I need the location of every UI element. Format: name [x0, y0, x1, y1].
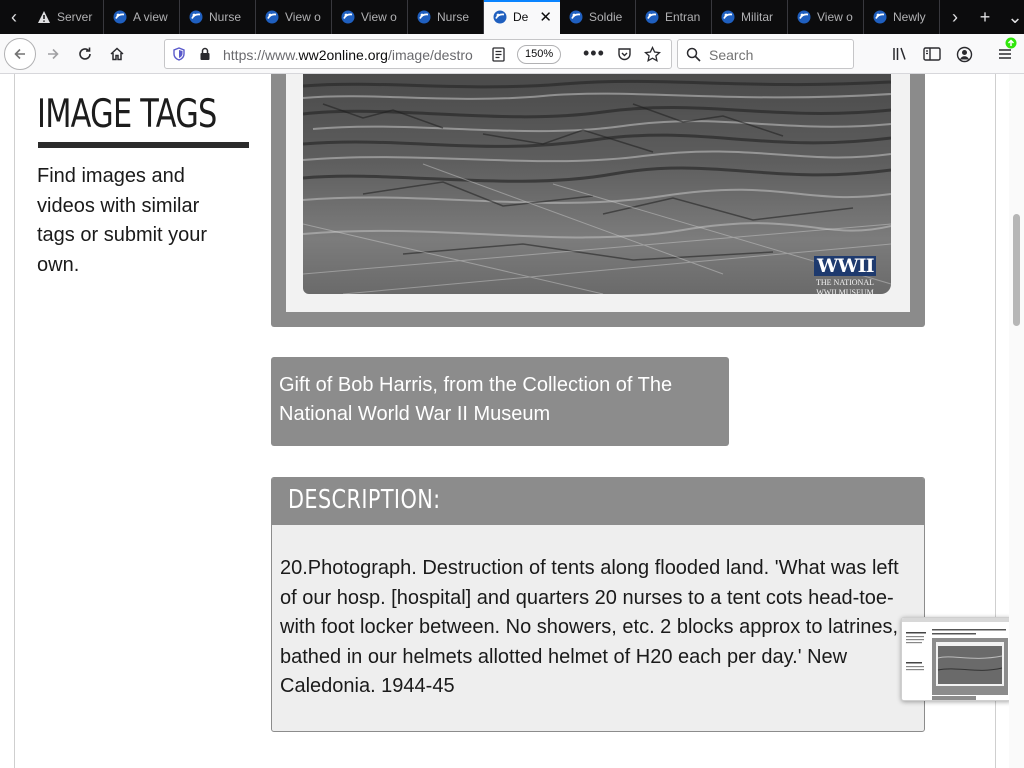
account-icon [956, 46, 973, 63]
tab[interactable] [104, 0, 180, 34]
tab[interactable] [864, 0, 940, 34]
watermark-line-2: WWII MUSEUM [816, 288, 874, 297]
tab-title: View o [285, 10, 321, 24]
page-thumbnail-preview[interactable] [901, 617, 1012, 701]
description-header [272, 478, 924, 525]
tab-title: Soldie [589, 10, 623, 24]
url-host: ww2online.org [298, 47, 388, 63]
archive-photo[interactable] [303, 74, 891, 294]
reload-button[interactable] [70, 40, 100, 68]
navigation-toolbar [0, 34, 1024, 74]
tab[interactable] [408, 0, 484, 34]
tab-title: View o [817, 10, 853, 24]
tab-active[interactable] [484, 0, 560, 34]
library-button[interactable] [886, 40, 916, 68]
tab[interactable] [560, 0, 636, 34]
page-viewport [0, 74, 1024, 768]
tab-strip [0, 0, 1024, 34]
search-field[interactable] [677, 39, 854, 69]
library-icon [892, 46, 910, 62]
tab[interactable] [636, 0, 712, 34]
home-icon [109, 46, 125, 62]
tab-title: De [513, 10, 529, 24]
url-bar[interactable] [164, 39, 672, 69]
reader-view-icon[interactable] [492, 47, 505, 62]
search-icon [686, 47, 701, 62]
scroll-tabs-right-icon[interactable]: › [952, 6, 958, 27]
site-favicon-icon [873, 10, 887, 24]
page-actions-icon[interactable]: ••• [583, 43, 605, 63]
tab[interactable] [180, 0, 256, 34]
credit-line: Gift of Bob Harris, from the Collection of The National World War II Museum [271, 357, 729, 446]
home-button[interactable] [102, 40, 132, 68]
url-prefix: https://www. [223, 47, 299, 63]
tab-title: Newly [893, 10, 926, 24]
bookmark-star-icon[interactable] [644, 46, 661, 63]
back-arrow-icon [12, 46, 28, 62]
flooded-tents-photo [303, 74, 891, 294]
wwii-logo: WWII [814, 256, 876, 276]
forward-arrow-icon [45, 46, 61, 62]
tab-list-dropdown-icon[interactable]: ⌄ [1007, 6, 1023, 27]
page-scrollbar[interactable] [1009, 74, 1024, 768]
tab-title: Server [57, 10, 93, 24]
tracking-protection-shield-icon[interactable] [172, 47, 186, 61]
thumbnail-image [902, 618, 1012, 701]
photo-frame [271, 74, 925, 327]
watermark-line-1: THE NATIONAL [816, 278, 874, 287]
image-tags-description: Find images and videos with similar tags or submit your own. [37, 165, 208, 276]
site-favicon-icon [721, 10, 735, 24]
site-favicon-icon [113, 10, 127, 24]
site-favicon-icon [569, 10, 583, 24]
site-favicon-icon [265, 10, 279, 24]
tab[interactable] [28, 0, 104, 34]
tab-title: Nurse [437, 10, 470, 24]
close-tab-icon[interactable]: ✕ [539, 9, 552, 26]
pocket-icon[interactable] [617, 47, 632, 62]
update-badge-icon [1005, 37, 1017, 49]
reload-icon [77, 46, 93, 62]
site-favicon-icon [189, 10, 203, 24]
zoom-level-button[interactable]: 150% [517, 45, 561, 64]
tab[interactable] [712, 0, 788, 34]
tab-title: A view [133, 10, 168, 24]
app-menu-button[interactable] [990, 40, 1020, 68]
tab-list [28, 0, 940, 34]
sidebar-toggle-button[interactable] [917, 40, 947, 68]
tab[interactable] [256, 0, 332, 34]
description-panel [271, 477, 925, 732]
image-tags-heading: IMAGE TAGS [37, 92, 217, 137]
tab[interactable] [788, 0, 864, 34]
description-text: 20.Photograph. Destruction of tents along flooded land. 'What was left of our hosp. [hospital] and quarters 20 nurses to a tent cots head-toe- with foot locker between. No showers, etc. 2 blocks approx to latrines, bathed in our helmets allotted helmet of H20 each per day.' New Caledonia. 1944-45 [280, 557, 899, 697]
photo-mat [286, 74, 910, 312]
scrollbar-thumb[interactable] [1013, 214, 1020, 326]
forward-button[interactable] [38, 40, 68, 68]
tab-tools [940, 0, 1024, 34]
search-placeholder: Search [709, 47, 754, 63]
site-favicon-icon [341, 10, 355, 24]
lock-icon[interactable] [199, 47, 211, 61]
url-path: /image/destro [387, 47, 473, 63]
museum-watermark [814, 256, 876, 297]
tab-title: Entran [665, 10, 701, 24]
url-text[interactable] [223, 47, 483, 63]
new-tab-icon[interactable]: + [979, 6, 991, 27]
description-title: DESCRIPTION: [288, 485, 441, 515]
back-button[interactable] [4, 38, 36, 70]
tab[interactable] [332, 0, 408, 34]
heading-underline [38, 142, 249, 148]
account-button[interactable] [949, 40, 979, 68]
site-favicon-icon [493, 10, 507, 24]
site-favicon-icon [645, 10, 659, 24]
site-favicon-icon [797, 10, 811, 24]
site-favicon-icon [417, 10, 431, 24]
warning-icon [37, 10, 51, 24]
scroll-tabs-left-icon[interactable]: ‹ [11, 6, 17, 27]
tab-title: View o [361, 10, 397, 24]
sidebar-icon [923, 46, 941, 62]
tab-title: Nurse [209, 10, 242, 24]
tab-title: Militar [741, 10, 773, 24]
